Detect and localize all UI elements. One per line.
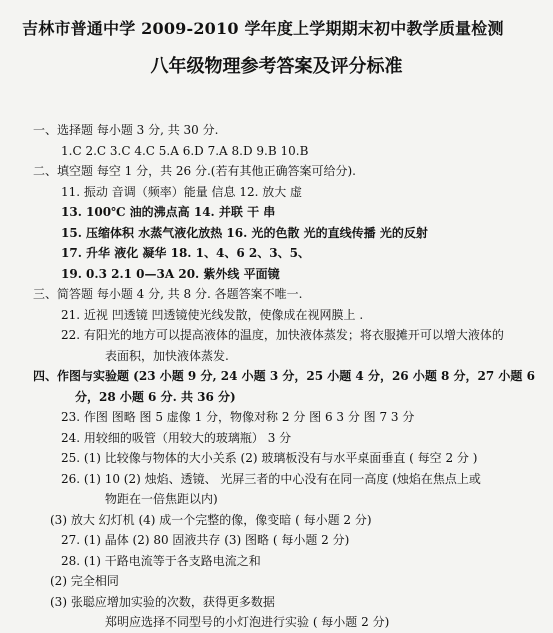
answer-line: 22. 有阳光的地方可以提高液体的温度，加快液体蒸发；将衣服摊开可以增大液体的: [61, 328, 504, 342]
answer-line: (3) 放大 幻灯机 (4) 成一个完整的像，像变暗 ( 每小题 2 分): [50, 512, 372, 527]
answer-line: 28. (1) 干路电流等于各支路电流之和: [61, 553, 261, 568]
answer-line: 二、填空题 每空 1 分，共 26 分.(若有其他正确答案可给分).: [33, 164, 356, 178]
answer-line: 分，28 小题 6 分. 共 36 分): [75, 389, 236, 404]
answer-line: (3) 张聪应增加实验的次数，获得更多数据: [50, 594, 275, 609]
answer-line: 13. 100℃ 油的沸点高 14. 并联 干 串: [61, 205, 276, 219]
document-subtitle: 八年级物理参考答案及评分标准: [150, 56, 403, 77]
answer-line: 11. 振动 音调（频率）能量 信息 12. 放大 虚: [61, 184, 303, 199]
answer-line: 26. (1) 10 (2) 烛焰、透镜、 光屏三者的中心没有在同一高度 (烛焰在焦点上或: [61, 471, 481, 486]
answer-line: 27. (1) 晶体 (2) 80 固液共存 (3) 图略 ( 每小题 2 分): [61, 533, 350, 547]
answer-line: (2) 完全相同: [50, 574, 119, 588]
answer-line: 三、简答题 每小题 4 分, 共 8 分. 各题答案不唯一.: [33, 287, 303, 301]
answer-line: 郑明应选择不同型号的小灯泡进行实验 ( 每小题 2 分): [105, 615, 390, 629]
answer-line: 24. 用较细的吸管（用较大的玻璃瓶） 3 分: [61, 430, 292, 445]
document-title: 吉林市普通中学 2009-2010 学年度上学期期末初中教学质量检测: [22, 19, 504, 38]
answer-line: 21. 近视 凹透镜 凹透镜使光线发散，使像成在视网膜上 .: [61, 307, 364, 322]
answer-line: 1.C 2.C 3.C 4.C 5.A 6.D 7.A 8.D 9.B 10.B: [61, 143, 309, 158]
answer-line: 物距在一倍焦距以内): [105, 492, 218, 506]
answer-line: 15. 压缩体积 水蒸气液化放热 16. 光的色散 光的直线传播 光的反射: [61, 225, 428, 240]
answer-line: 25. (1) 比较像与物体的大小关系 (2) 玻璃板没有与水平桌面垂直 ( 每空 2 分 ): [61, 451, 478, 465]
answer-line: 23. 作图 图略 图 5 虚像 1 分，物像对称 2 分 图 6 3 分 图 7 3 分: [61, 410, 415, 424]
answer-content: [33, 120, 548, 633]
answer-line: 表面积，加快液体蒸发.: [105, 348, 229, 363]
answer-line: 17. 升华 液化 凝华 18. 1、4、6 2、3、5、: [61, 246, 310, 260]
answer-line: 一、选择题 每小题 3 分, 共 30 分.: [33, 123, 219, 137]
answer-line: 四、作图与实验题 (23 小题 9 分, 24 小题 3 分，25 小题 4 分，26 小题 8 分，27 小题 6: [33, 369, 535, 383]
answer-line: 19. 0.3 2.1 0—3A 20. 紫外线 平面镜: [61, 266, 280, 281]
